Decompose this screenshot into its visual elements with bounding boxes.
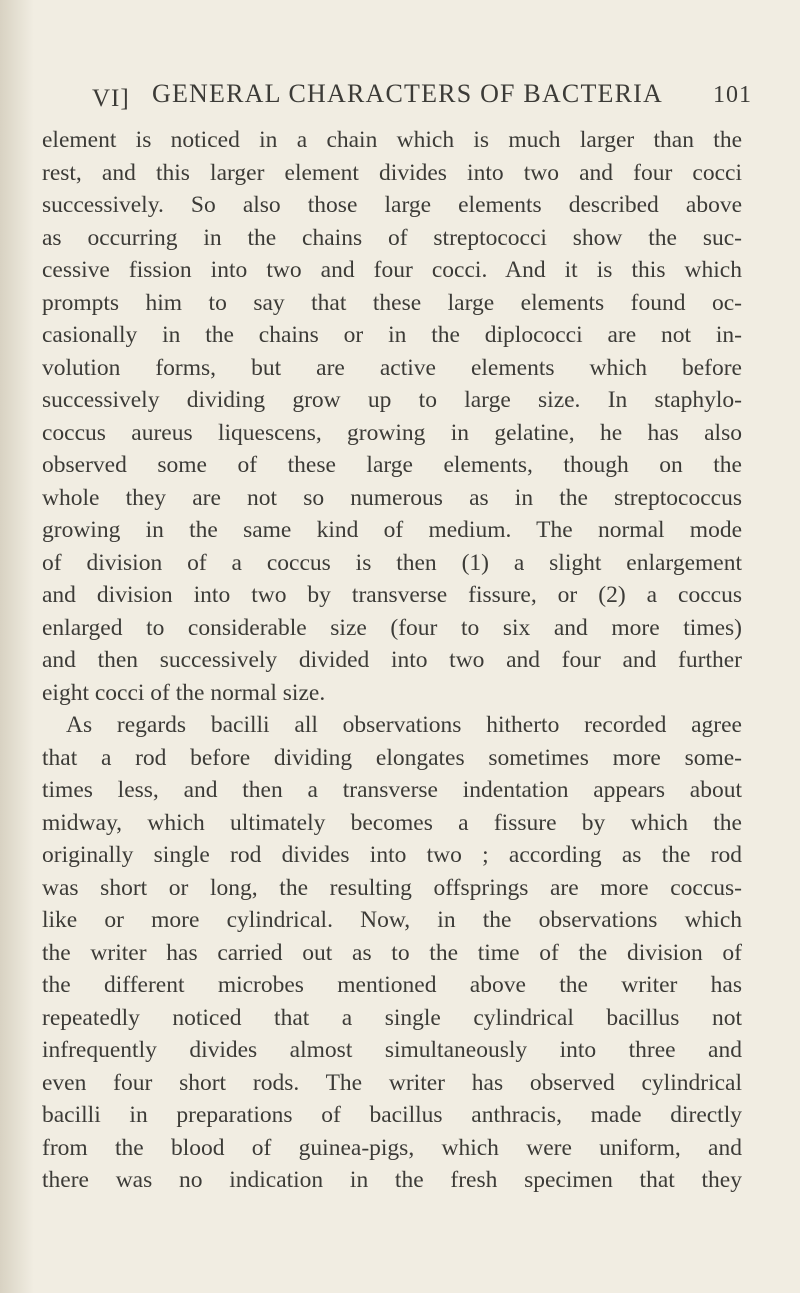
text-line: volution forms, but are active elements which before: [42, 354, 742, 381]
text-line: the writer has carried out as to the time of the division of: [42, 939, 742, 966]
text-line: there was no indication in the fresh specimen that they: [42, 1167, 742, 1193]
text-line: casionally in the chains or in the diplococci are not in-: [42, 322, 742, 348]
text-line: and division into two by transverse fissure, or (2) a coccus: [42, 582, 742, 608]
text-line: times less, and then a transverse indentation appears about: [42, 777, 742, 803]
text-line: bacilli in preparations of bacillus anthracis, made directly: [42, 1102, 742, 1128]
text-line: coccus aureus liquescens, growing in gelatine, he has also: [42, 419, 742, 446]
text-line: growing in the same kind of medium. The normal mode: [42, 517, 742, 543]
body-text: [42, 124, 742, 1197]
text-line: cessive fission into two and four cocci. And it is this which: [42, 257, 742, 283]
text-line: observed some of these large elements, though on the: [42, 452, 742, 478]
text-line: whole they are not so numerous as in the streptococcus: [42, 484, 742, 511]
running-head: [92, 76, 752, 120]
text-line: originally single rod divides into two ; according as the rod: [42, 842, 742, 868]
text-line: even four short rods. The writer has observed cylindrical: [42, 1069, 742, 1096]
text-line: enlarged to considerable size (four to six and more times): [42, 614, 742, 641]
chapter-number: VI]: [92, 85, 130, 112]
text-line: repeatedly noticed that a single cylindrical bacillus not: [42, 1004, 742, 1031]
text-line: successively. So also those large elements described above: [42, 192, 742, 218]
text-line: and then successively divided into two and four and further: [42, 647, 742, 673]
text-line: was short or long, the resulting offsprings are more coccus-: [42, 874, 742, 901]
text-line: of division of a coccus is then (1) a slight enlargement: [42, 549, 742, 576]
text-line: eight cocci of the normal size.: [42, 679, 326, 706]
text-line: successively dividing grow up to large size. In staphylo-: [42, 387, 742, 413]
running-title: GENERAL CHARACTERS OF BACTERIA: [152, 79, 664, 108]
text-line: like or more cylindrical. Now, in the observations which: [42, 907, 742, 933]
page-number: 101: [713, 82, 752, 108]
text-line: the different microbes mentioned above the writer has: [42, 972, 742, 998]
text-line: from the blood of guinea-pigs, which were uniform, and: [42, 1134, 742, 1161]
text-line: prompts him to say that these large elements found oc-: [42, 289, 742, 316]
text-line: that a rod before dividing elongates sometimes more some-: [42, 744, 742, 771]
page-edge-shadow: [0, 0, 34, 1293]
text-line: midway, which ultimately becomes a fissure by which the: [42, 809, 742, 836]
text-line: as occurring in the chains of streptococci show the suc-: [42, 224, 742, 251]
text-line: As regards bacilli all observations hitherto recorded agree: [66, 712, 742, 738]
text-line: rest, and this larger element divides into two and four cocci: [42, 159, 742, 186]
text-line: infrequently divides almost simultaneously into three and: [42, 1037, 742, 1063]
text-line: element is noticed in a chain which is much larger than the: [42, 127, 742, 153]
